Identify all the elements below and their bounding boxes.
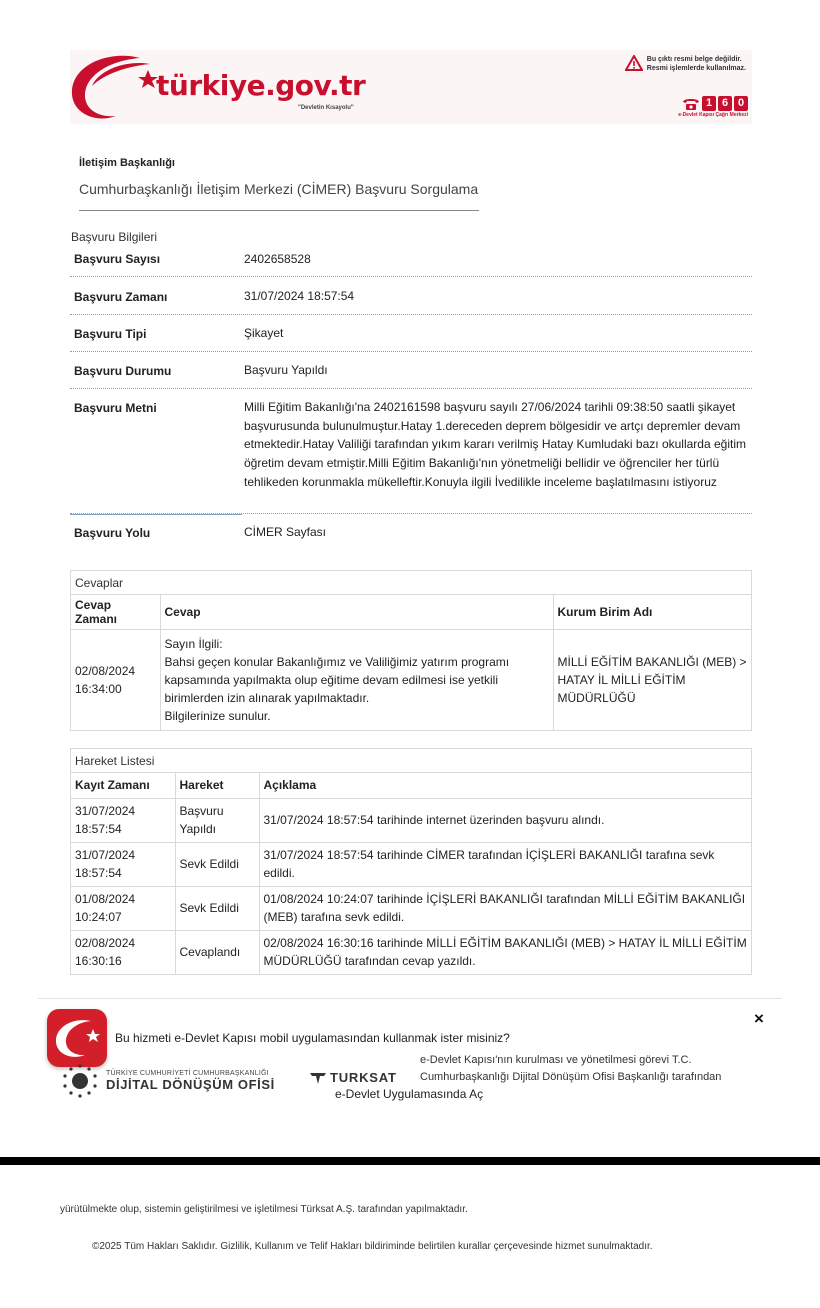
page-title: Cumhurbaşkanlığı İletişim Merkezi (CİMER) Başvuru Sorgulama — [79, 181, 479, 197]
history-time: 02/08/2024 16:30:16 — [71, 930, 175, 974]
info-row-status — [70, 352, 752, 389]
history-caption: Hareket Listesi — [71, 749, 751, 773]
warning-line-2: Resmi işlemlerde kullanılmaz. — [646, 65, 746, 72]
history-table — [70, 748, 752, 975]
hotline-160[interactable] — [678, 96, 748, 118]
info-row-channel — [70, 514, 752, 548]
info-label: Başvuru Zamanı — [74, 290, 168, 304]
history-time: 31/07/2024 18:57:54 — [71, 842, 175, 886]
official-warning — [625, 55, 746, 73]
column-header: Cevap — [160, 595, 553, 630]
info-value: Milli Eğitim Bakanlığı'na 2402161598 başvuru sayılı 27/06/2024 tarihli 09:38:50 saatli şikayet başvurusunda bulunulmuştur.Hatay 1.dereceden deprem bölgesidir ve artçı depremler devam etmektedir.Hatay Valiliği tarafından yıkım kararı verilmiş Hatay Kumludaki bazı okullarda eğitim öğretim devam etmiştir.Milli Eğitim Bakanlığı'nın yönetmeliği bellidir ve öğrenciler her türlü tehlikeden korunmakla mükelleftir.Konuyla ilgili İvedilikle inceleme başlatılmasını istiyoruz — [244, 400, 746, 489]
column-header: Hareket — [175, 773, 259, 798]
logo-text: türkiye.gov.tr — [156, 69, 366, 102]
history-time: 01/08/2024 10:24:07 — [71, 886, 175, 930]
info-row-number — [70, 247, 752, 277]
hotline-digit: 1 — [702, 96, 716, 111]
phone-icon — [682, 97, 700, 111]
footer-line-1: yürütülmekte olup, sistemin geliştirilmesi ve işletilmesi Türksat A.Ş. tarafından yapılmaktadır. — [60, 1204, 468, 1215]
ddo-big-text: DİJİTAL DÖNÜŞÜM OFİSİ — [106, 1077, 275, 1092]
history-desc: 02/08/2024 16:30:16 tarihinde MİLLİ EĞİTİM BAKANLIĞI (MEB) > HATAY İL MİLLİ EĞİTİM MÜDÜRLÜĞÜ tarafından cevap yazıldı. — [263, 936, 747, 969]
open-in-app-link[interactable]: e-Devlet Uygulamasında Aç — [335, 1087, 484, 1101]
column-header: Cevap Zamanı — [71, 595, 160, 630]
hotline-digit: 6 — [718, 96, 732, 111]
title-divider — [79, 210, 479, 211]
table-row — [71, 930, 751, 974]
header-banner — [70, 50, 752, 124]
info-label: Başvuru Sayısı — [74, 252, 161, 266]
prompt-divider — [38, 998, 782, 999]
column-header: Açıklama — [259, 773, 751, 798]
turksat-icon — [309, 1071, 327, 1085]
column-header: Kayıt Zamanı — [71, 773, 175, 798]
info-label-underline — [70, 514, 242, 515]
ddo-emblem-icon — [58, 1063, 102, 1099]
info-value: 31/07/2024 18:57:54 — [244, 289, 355, 303]
table-header-row — [71, 773, 751, 798]
info-label: Başvuru Metni — [74, 401, 157, 415]
table-row — [71, 886, 751, 930]
history-desc: 31/07/2024 18:57:54 tarihinde internet üzerinden başvuru alındı. — [259, 798, 751, 842]
answer-closing: Bilgilerinize sunulur. — [164, 708, 271, 723]
logo-tagline: "Devletin Kısayolu" — [298, 105, 354, 111]
table-row — [71, 630, 751, 730]
answer-greeting: Sayın İlgili: — [164, 636, 223, 651]
history-action: Başvuru Yapıldı — [175, 798, 259, 842]
answer-text — [160, 630, 553, 730]
turksat-text: TURKSAT — [330, 1070, 397, 1085]
info-label: Başvuru Tipi — [74, 327, 147, 341]
warning-line-1: Bu çıktı resmi belge değildir. — [646, 56, 742, 63]
turksat-logo — [309, 1070, 397, 1085]
column-header: Kurum Birim Adı — [553, 595, 751, 630]
gov-info-text: e-Devlet Kapısı'nın kurulması ve yönetilmesi görevi T.C. Cumhurbaşkanlığı Dijital Dönüşüm Ofisi Başkanlığı tarafından — [420, 1054, 722, 1083]
info-row-time — [70, 277, 752, 315]
table-header-row — [71, 595, 751, 630]
hotline-digit: 0 — [734, 96, 748, 111]
info-section-header: Başvuru Bilgileri — [71, 230, 158, 244]
edevlet-app-icon[interactable] — [47, 1009, 107, 1067]
app-prompt-question: Bu hizmeti e-Devlet Kapısı mobil uygulamasından kullanmak ister misiniz? — [115, 1031, 510, 1045]
info-label: Başvuru Durumu — [74, 364, 172, 378]
info-label: Başvuru Yolu — [74, 526, 151, 540]
ddo-logo — [58, 1063, 275, 1099]
history-desc: 01/08/2024 10:24:07 tarihinde İÇİŞLERİ BAKANLIĞI tarafından MİLLİ EĞİTİM BAKANLIĞI (MEB) tarafına sevk edildi. — [259, 886, 751, 930]
info-row-text — [70, 389, 752, 514]
ddo-small-text: TÜRKİYE CUMHURİYETİ CUMHURBAŞKANLIĞI — [106, 1070, 269, 1077]
info-value: Başvuru Yapıldı — [244, 363, 328, 377]
turkiye-gov-logo-icon — [70, 50, 166, 124]
close-icon[interactable]: × — [754, 1009, 764, 1028]
table-row — [71, 842, 751, 886]
history-desc: 31/07/2024 18:57:54 tarihinde CİMER tarafından İÇİŞLERİ BAKANLIĞI tarafına sevk edildi. — [259, 842, 751, 886]
crescent-star-icon — [47, 1009, 107, 1067]
info-value: CİMER Sayfası — [244, 525, 327, 539]
info-value: Şikayet — [244, 326, 284, 340]
info-value: 2402658528 — [244, 252, 311, 266]
answers-table — [70, 570, 752, 731]
footer-line-2: ©2025 Tüm Hakları Saklıdır. Gizlilik, Kullanım ve Telif Hakları bildiriminde belirtilen kurallar çerçevesinde hizmet sunulmaktadır. — [92, 1241, 653, 1252]
answers-caption: Cevaplar — [71, 571, 751, 595]
history-action: Sevk Edildi — [175, 886, 259, 930]
page-break-bar — [0, 1157, 820, 1165]
history-action: Cevaplandı — [175, 930, 259, 974]
answer-body: Bahsi geçen konular Bakanlığımız ve Valiliğimiz yatırım programı kapsamında yapılmakta olup eğitime devam edilmesi ise yetkili birimlerden izin alınarak yapılmaktadır. — [164, 654, 510, 705]
warning-icon — [625, 55, 643, 71]
hotline-label: e-Devlet Kapısı Çağrı Merkezi — [678, 112, 748, 118]
history-action: Sevk Edildi — [175, 842, 259, 886]
answer-time: 02/08/2024 16:34:00 — [71, 630, 160, 730]
info-row-type — [70, 315, 752, 352]
table-row — [71, 798, 751, 842]
history-time: 31/07/2024 18:57:54 — [71, 798, 175, 842]
org-name: İletişim Başkanlığı — [79, 157, 175, 169]
answer-unit: MİLLİ EĞİTİM BAKANLIĞI (MEB) > HATAY İL MİLLİ EĞİTİM MÜDÜRLÜĞÜ — [557, 654, 747, 705]
